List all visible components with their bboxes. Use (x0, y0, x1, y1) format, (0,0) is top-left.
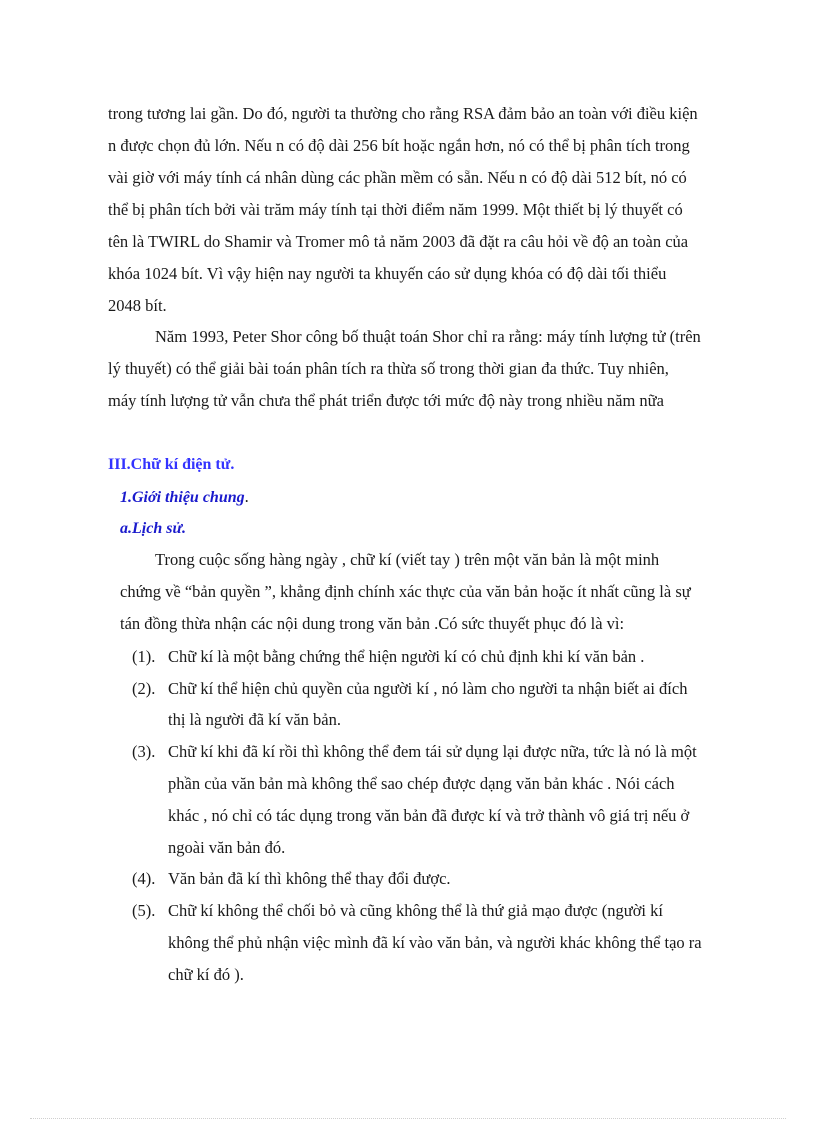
page-bottom-divider (30, 1118, 786, 1119)
para3-line: Trong cuộc sống hàng ngày , chữ kí (viết tay ) trên một văn bản là một minh (155, 550, 660, 569)
list-item-line: Chữ kí khi đã kí rồi thì không thể đem tái sử dụng lại được nữa, tức là nó là một (168, 742, 697, 761)
para1-line: khóa 1024 bít. Vì vậy hiện nay người ta khuyến cáo sử dụng khóa có độ dài tối thiểu (108, 264, 667, 283)
list-number: (2). (132, 679, 156, 698)
list-item-line: ngoài văn bản đó. (168, 838, 286, 857)
list-item-line: Chữ kí thể hiện chủ quyền của người kí , nó làm cho người ta nhận biết ai đích (168, 679, 688, 698)
para2-line: máy tính lượng tử vẫn chưa thể phát triển được tới mức độ này trong nhiều năm nữa (108, 391, 664, 410)
list-item-line: khác , nó chỉ có tác dụng trong văn bản đã được kí và trở thành vô giá trị nếu ở (168, 806, 690, 825)
section-heading: III.Chữ kí điện tử. (108, 456, 235, 473)
list-item-line: chữ kí đó ). (168, 965, 244, 984)
list-item-line: Văn bản đã kí thì không thể thay đổi được. (168, 869, 451, 888)
subheading-intro-period: . (244, 487, 249, 506)
para3-line: chứng về “bản quyền ”, khẳng định chính xác thực của văn bản hoặc ít nhất cũng là sự (120, 582, 691, 601)
list-number: (3). (132, 742, 156, 761)
list-item-line: thị là người đã kí văn bản. (168, 710, 342, 729)
list-number: (1). (132, 647, 156, 666)
list-item-line: phần của văn bản mà không thể sao chép được dạng văn bản khác . Nói cách (168, 774, 675, 793)
para3-line: tán đồng thừa nhận các nội dung trong văn bản .Có sức thuyết phục đó là vì: (120, 614, 625, 633)
list-item-line: Chữ kí là một bằng chứng thể hiện người kí có chủ định khi kí văn bản . (168, 647, 645, 666)
para1-line: thể bị phân tích bởi vài trăm máy tính tại thời điểm năm 1999. Một thiết bị lý thuyết có (108, 200, 683, 219)
subheading-history: a.Lịch sử. (120, 520, 187, 537)
subheading-intro (120, 487, 249, 508)
para1-line: tên là TWIRL do Shamir và Tromer mô tả năm 2003 đã đặt ra câu hỏi về độ an toàn của (108, 232, 689, 251)
para2-line: lý thuyết) có thể giải bài toán phân tích ra thừa số trong thời gian đa thức. Tuy nhiên, (108, 359, 669, 378)
list-number: (4). (132, 869, 156, 888)
list-item-line: không thể phủ nhận việc mình đã kí vào văn bản, và người khác không thể tạo ra (168, 933, 702, 952)
para2-line: Năm 1993, Peter Shor công bố thuật toán Shor chỉ ra rằng: máy tính lượng tử (trên (155, 327, 701, 346)
para1-line: trong tương lai gần. Do đó, người ta thường cho rằng RSA đảm bảo an toàn với điều kiện (108, 104, 698, 123)
para1-line: vài giờ với máy tính cá nhân dùng các phần mềm có sẵn. Nếu n có độ dài 512 bít, nó có (108, 168, 687, 187)
para1-line: n được chọn đủ lớn. Nếu n có độ dài 256 bít hoặc ngắn hơn, nó có thể bị phân tích trong (108, 136, 690, 155)
para1-line: 2048 bít. (108, 296, 167, 315)
list-item-line: Chữ kí không thể chối bỏ và cũng không thể là thứ giả mạo được (người kí (168, 901, 663, 920)
subheading-intro-text: 1.Giới thiệu chung (120, 489, 245, 506)
list-number: (5). (132, 901, 156, 920)
